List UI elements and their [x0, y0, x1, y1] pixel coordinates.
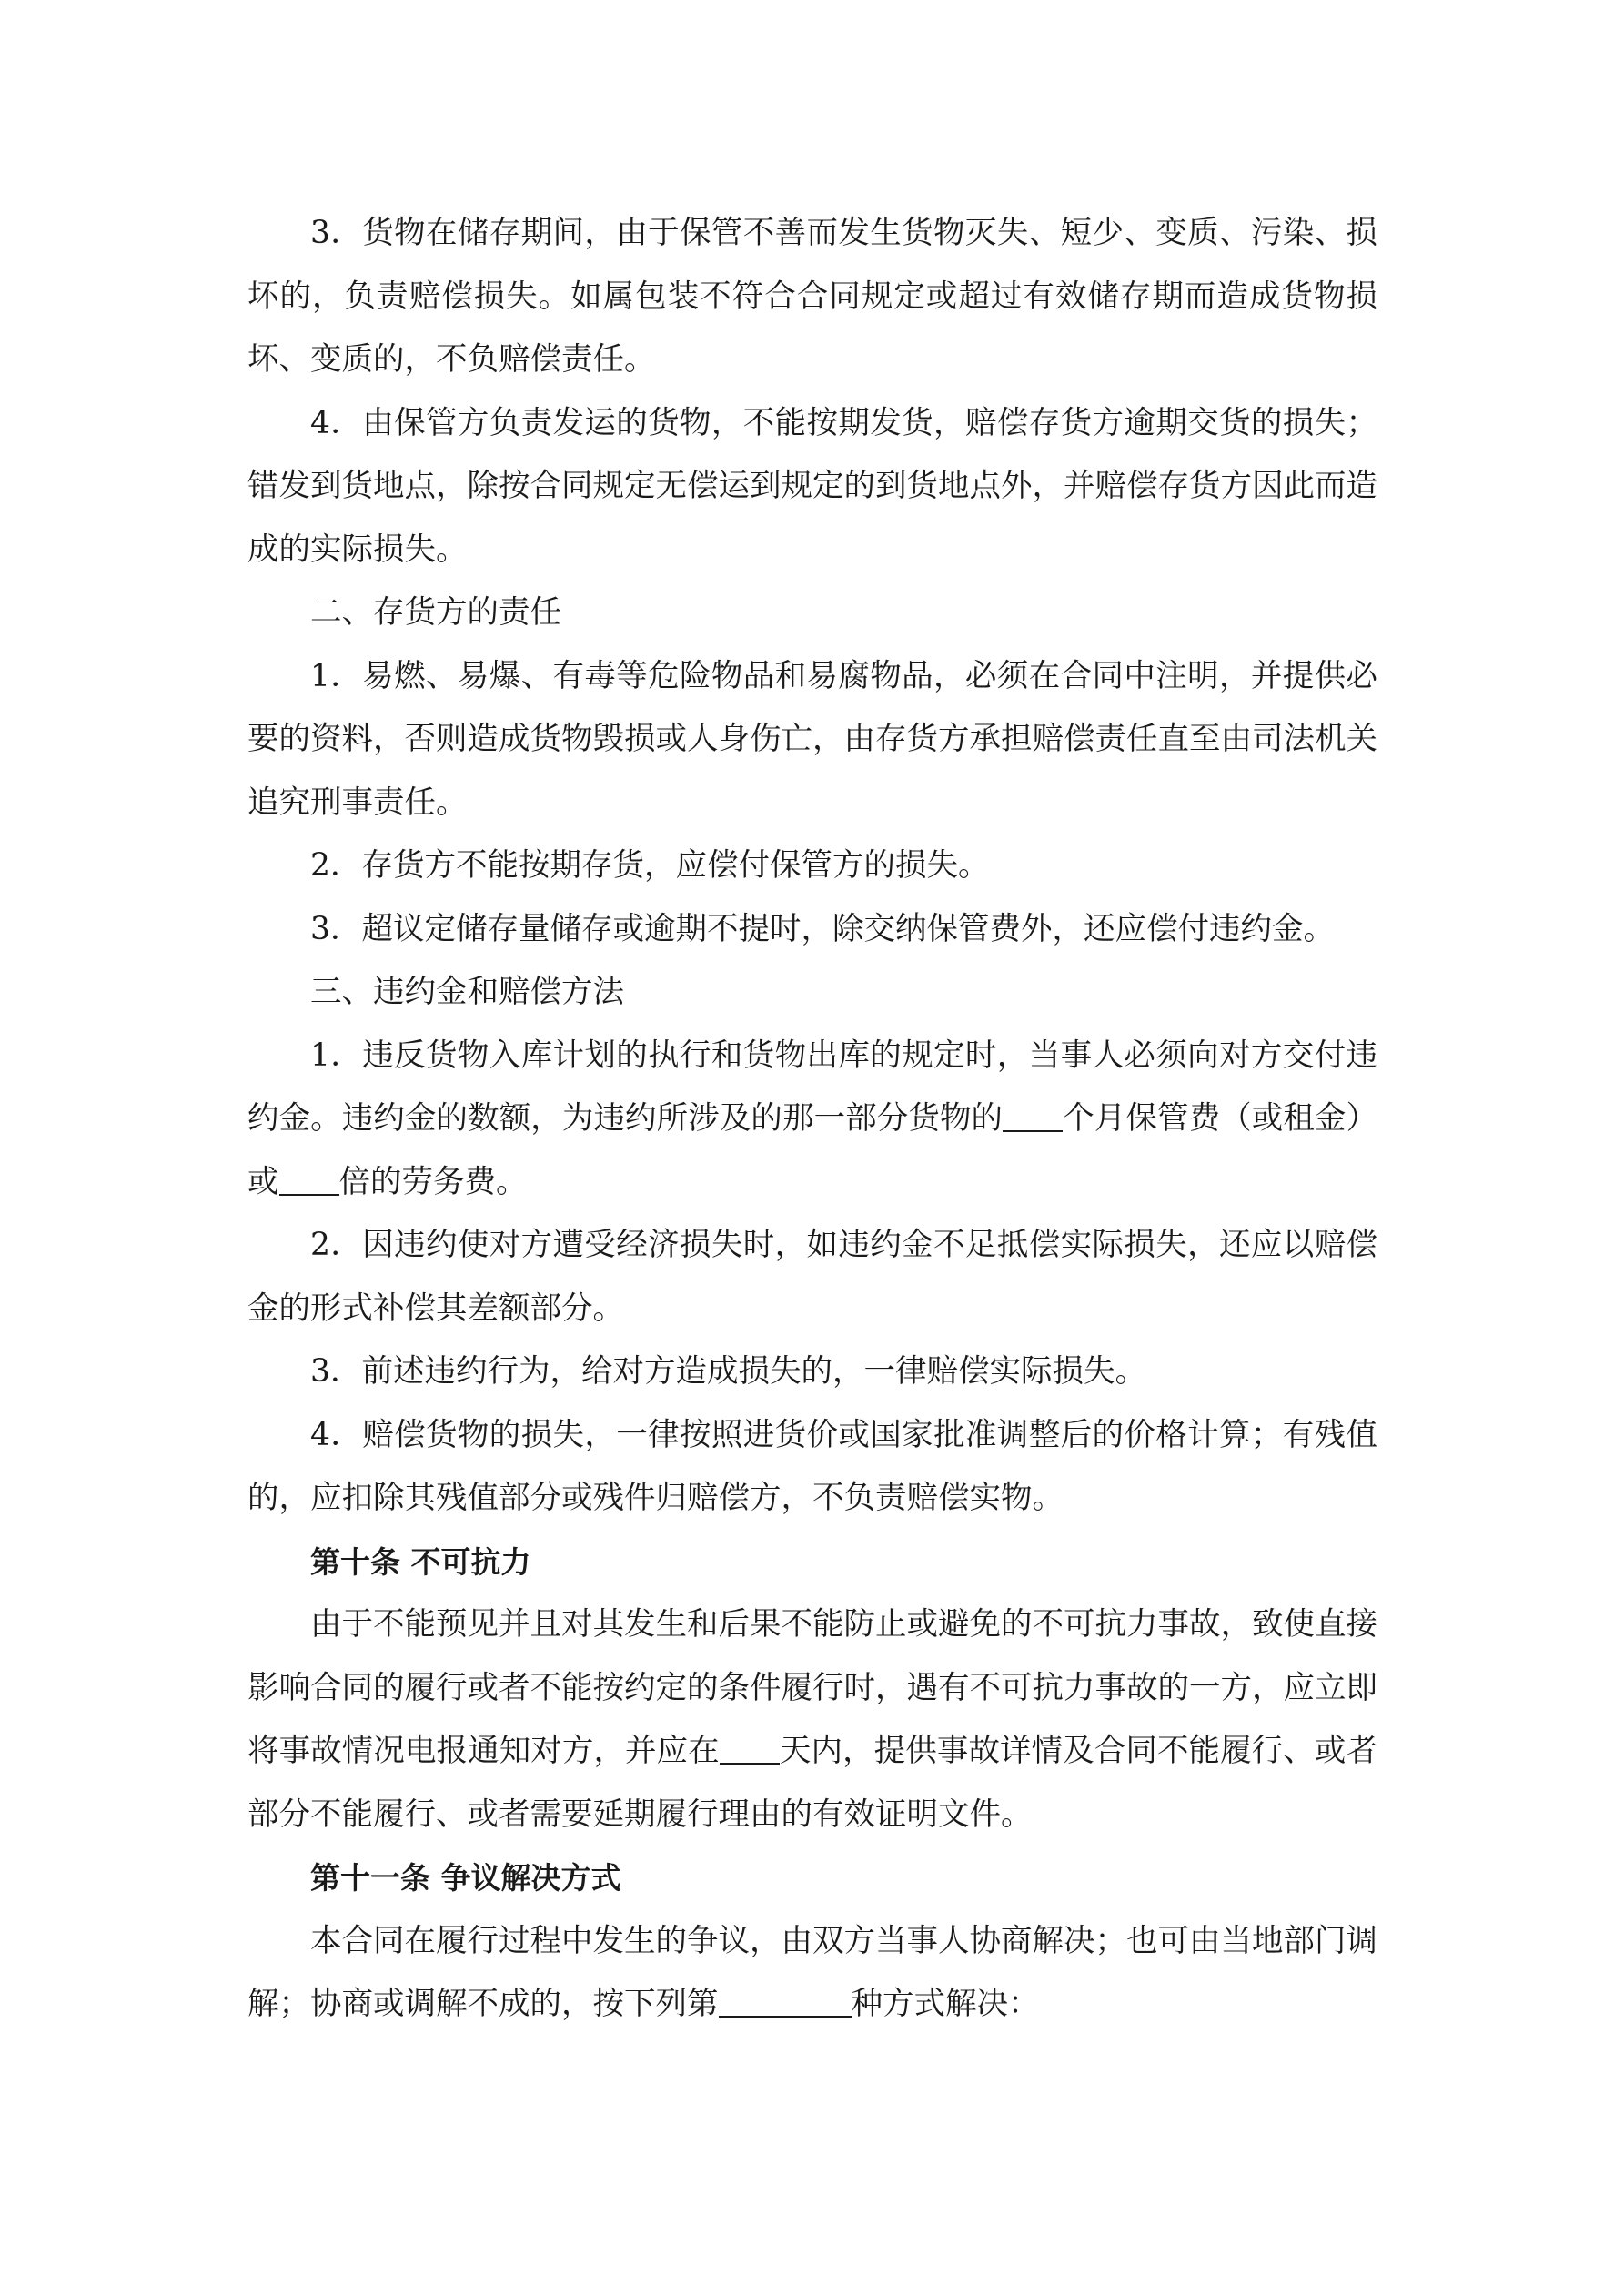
paragraph	[247, 582, 1377, 645]
text-segment: 本合同在履行过程中发生的争议，由双方当事人协商解决；也可由当地部门调解；协商或调解不成的，按下列第	[247, 1922, 1377, 2022]
text-segment: 4．由保管方负责发运的货物，不能按期发货，赔偿存货方逾期交货的损失；错发到货地点，除按合同规定无偿运到规定的到货地点外，并赔偿存货方因此而造成的实际损失。	[247, 404, 1377, 568]
paragraph	[247, 834, 1377, 898]
text-segment: 1．违反货物入库计划的执行和货物出库的规定时，当事人必须向对方交付违约金。违约金的数额，为违约所涉及的那一部分货物的	[247, 1037, 1377, 1137]
paragraph	[247, 645, 1377, 835]
section-heading	[247, 1846, 1377, 1910]
text-segment: 个月保管费（或租金）或	[247, 1100, 1378, 1200]
fill-in-blank	[720, 1730, 780, 1765]
text-segment: 3．超议定储存量储存或逾期不提时，除交纳保管费外，还应偿付违约金。	[310, 910, 1335, 947]
paragraph	[247, 1214, 1377, 1340]
fill-in-blank	[1003, 1097, 1063, 1132]
paragraph	[247, 961, 1377, 1025]
text-segment: 由于不能预见并且对其发生和后果不能防止或避免的不可抗力事故，致使直接影响合同的履行或者不能按约定的条件履行时，遇有不可抗力事故的一方，应立即将事故情况电报通知对方，并应在	[247, 1606, 1377, 1769]
text-segment: 3．货物在储存期间，由于保管不善而发生货物灭失、短少、变质、污染、损坏的，负责赔偿损失。如属包装不符合合同规定或超过有效储存期而造成货物损坏、变质的，不负赔偿责任。	[247, 215, 1377, 378]
document-body	[247, 202, 1377, 2037]
text-segment: 三、违约金和赔偿方法	[310, 974, 624, 1010]
paragraph	[247, 392, 1377, 582]
text-segment: 4．赔偿货物的损失，一律按照进货价或国家批准调整后的价格计算；有残值的，应扣除其残值部分或残件归赔偿方，不负责赔偿实物。	[247, 1416, 1377, 1516]
text-segment: 2．因违约使对方遭受经济损失时，如违约金不足抵偿实际损失，还应以赔偿金的形式补偿其差额部分。	[247, 1227, 1377, 1327]
text-segment: 2．存货方不能按期存货，应偿付保管方的损失。	[310, 847, 990, 884]
paragraph	[247, 1025, 1377, 1215]
text-segment: 第十条 不可抗力	[310, 1543, 531, 1580]
paragraph	[247, 1340, 1377, 1404]
fill-in-blank	[279, 1160, 339, 1195]
text-segment: 倍的劳务费。	[338, 1163, 528, 1200]
paragraph	[247, 1404, 1377, 1531]
fill-in-blank	[719, 1983, 852, 2018]
paragraph	[247, 898, 1377, 962]
text-segment: 二、存货方的责任	[310, 594, 561, 631]
text-segment: 天内，提供事故详情及合同不能履行、或者部分不能履行、或者需要延期履行理由的有效证明文件。	[247, 1733, 1378, 1833]
section-heading	[247, 1531, 1377, 1594]
text-segment: 种方式解决：	[851, 1986, 1040, 2022]
paragraph	[247, 202, 1377, 392]
text-segment: 第十一条 争议解决方式	[310, 1860, 621, 1896]
text-segment: 3．前述违约行为，给对方造成损失的，一律赔偿实际损失。	[310, 1353, 1146, 1390]
paragraph	[247, 1910, 1377, 2037]
paragraph	[247, 1593, 1377, 1846]
text-segment: 1．易燃、易爆、有毒等危险物品和易腐物品，必须在合同中注明，并提供必要的资料，否则造成货物毁损或人身伤亡，由存货方承担赔偿责任直至由司法机关追究刑事责任。	[247, 657, 1377, 821]
